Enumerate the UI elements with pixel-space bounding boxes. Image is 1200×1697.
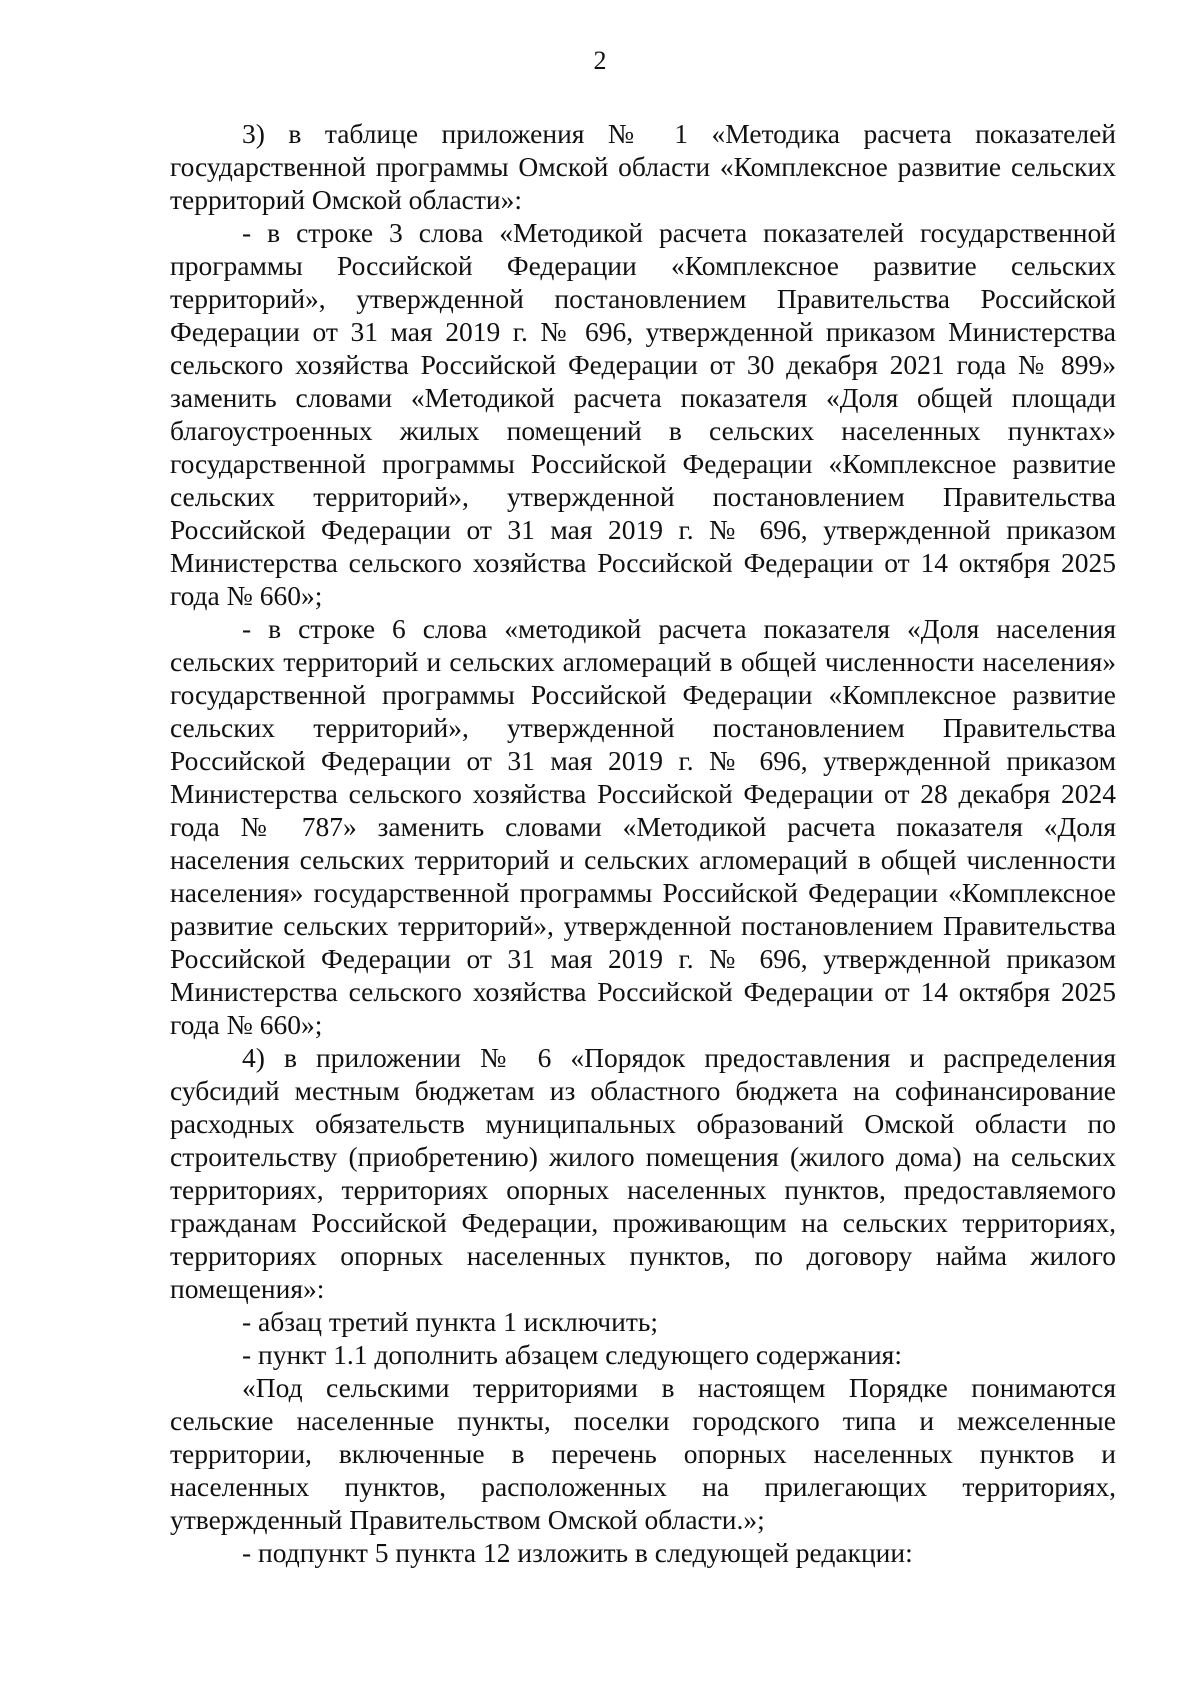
paragraph-row-3: - в строке 3 слова «Методикой расчета показателей государственной программы Российской Федерации «Комплексное развитие сельских территорий», утвержденной постановлением Правительства Российской Федерации от 31 мая 2019 г. № 696, утвержденной приказом Министерства сельского хозяйства Российской Федерации от 30 декабря 2021 года № 899» заменить словами «Методикой расчета показателя «Доля общей площади благоустроенных жилых помещений в сельских населенных пунктах» государственной программы Российской Федерации «Комплексное развитие сельских территорий», утвержденной постановлением Правительства Российской Федерации от 31 мая 2019 г. № 696, утвержденной приказом Министерства сельского хозяйства Российской Федерации от 14 октября 2025 года № 660»;: [170, 217, 1116, 611]
paragraph-quoted-definition: «Под сельскими территориями в настоящем Порядке понимаются сельские населенные пункты, поселки городского типа и межселенные территории, включенные в перечень опорных населенных пунктов и населенных пунктов, расположенных на прилегающих территориях, утвержденный Правительством Омской области.»;: [170, 1372, 1116, 1535]
paragraph-item-3: 3) в таблице приложения № 1 «Методика расчета показателей государственной программы Омской области «Комплексное развитие сельских территорий Омской области»:: [170, 118, 1116, 215]
paragraph-new-wording: - подпункт 5 пункта 12 изложить в следующей редакции:: [242, 1537, 913, 1568]
paragraph-supplement-clause: - пункт 1.1 дополнить абзацем следующего содержания:: [242, 1339, 902, 1370]
paragraph-exclude-clause: - абзац третий пункта 1 исключить;: [242, 1306, 659, 1337]
paragraph-row-6: - в строке 6 слова «методикой расчета показателя «Доля населения сельских территорий и сельских агломераций в общей численности населения» государственной программы Российской Федерации «Комплексное развитие сельских территорий», утвержденной постановлением Правительства Российской Федерации от 31 мая 2019 г. № 696, утвержденной приказом Министерства сельского хозяйства Российской Федерации от 28 декабря 2024 года № 787» заменить словами «Методикой расчета показателя «Доля населения сельских территорий и сельских агломераций в общей численности населения» государственной программы Российской Федерации «Комплексное развитие сельских территорий», утвержденной постановлением Правительства Российской Федерации от 31 мая 2019 г. № 696, утвержденной приказом Министерства сельского хозяйства Российской Федерации от 14 октября 2025 года № 660»;: [170, 613, 1116, 1040]
paragraph-item-4: 4) в приложении № 6 «Порядок предоставления и распределения субсидий местным бюджетам из областного бюджета на софинансирование расходных обязательств муниципальных образований Омской области по строительству (приобретению) жилого помещения (жилого дома) на сельских территориях, территориях опорных населенных пунктов, предоставляемого гражданам Российской Федерации, проживающим на сельских территориях, территориях опорных населенных пунктов, по договору найма жилого помещения»:: [170, 1042, 1116, 1304]
document-body: [170, 117, 1116, 1569]
page-number: 2: [593, 46, 607, 75]
